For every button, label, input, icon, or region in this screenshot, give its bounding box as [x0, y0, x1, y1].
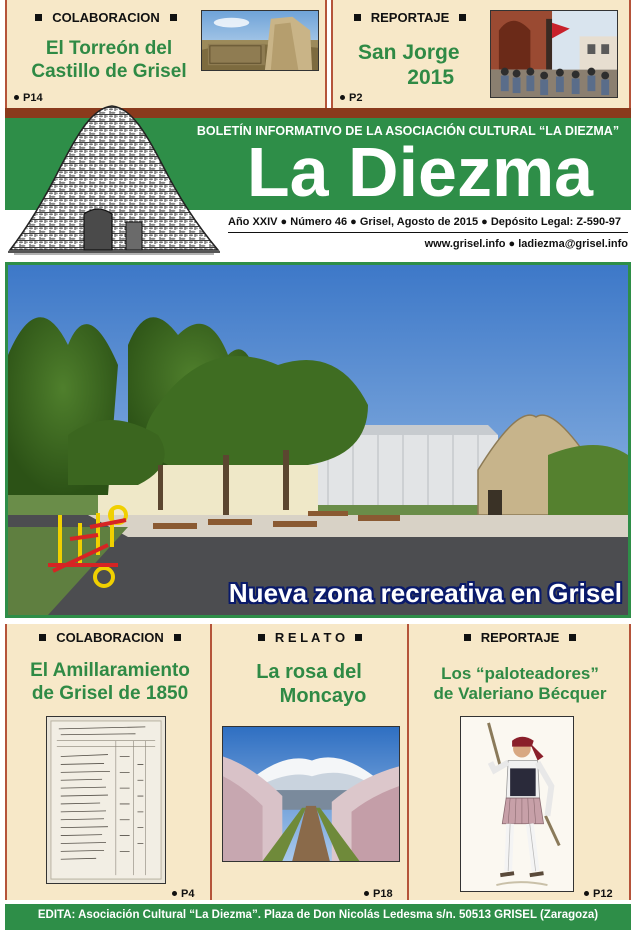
square-bullet-icon [464, 634, 471, 641]
square-bullet-icon [35, 14, 42, 21]
bullet-icon [172, 891, 177, 896]
bullet-icon [340, 95, 345, 100]
top-left-title[interactable]: El Torreón del Castillo de Grisel [31, 38, 187, 82]
bottom-left-page-ref[interactable]: P4 [172, 888, 194, 900]
square-bullet-icon [39, 634, 46, 641]
bottom-center-title[interactable]: La rosa del Moncayo [256, 661, 367, 707]
square-bullet-icon [170, 14, 177, 21]
footer-text: EDITA: Asociación Cultural “La Diezma”. Plaza de Don Nicolás Ledesma s/n. 50513 GRISEL (Zaragoza) [37, 909, 599, 921]
top-right-title[interactable]: San Jorge 2015 [358, 41, 460, 90]
bottom-right-section-label: REPORTAJE [414, 630, 626, 645]
bottom-left-title[interactable]: El Amillaramiento de Grisel de 1850 [30, 660, 190, 704]
bottom-center-page-ref[interactable]: P18 [364, 888, 393, 900]
top-right-section-label: REPORTAJE [340, 10, 480, 25]
web-contact-line[interactable]: www.grisel.info ● ladiezma@grisel.info [424, 238, 628, 250]
square-bullet-icon [354, 14, 361, 21]
masthead-subtitle: BOLETÍN INFORMATIVO DE LA ASOCIACIÓN CULTURAL “LA DIEZMA” [196, 124, 620, 138]
dancer-painting [460, 716, 574, 892]
mountain-photo [222, 726, 400, 862]
church-photo [490, 10, 618, 98]
bottom-left-section-label: COLABORACION [14, 630, 206, 645]
square-bullet-icon [258, 634, 265, 641]
square-bullet-icon [174, 634, 181, 641]
square-bullet-icon [355, 634, 362, 641]
top-left-section-label: COLABORACION [18, 10, 194, 25]
square-bullet-icon [459, 14, 466, 21]
bullet-icon [584, 891, 589, 896]
issue-line: Año XXIV ● Número 46 ● Grisel, Agosto de 2015 ● Depósito Legal: Z-590-97 [228, 216, 622, 228]
square-bullet-icon [569, 634, 576, 641]
masthead-title: La Diezma [246, 133, 594, 211]
bullet-icon [14, 95, 19, 100]
issue-rule [228, 232, 628, 233]
stone-hut-illustration [8, 104, 220, 256]
bottom-center-section-label: R E L A T O [216, 630, 404, 645]
castle-photo [201, 10, 319, 71]
hero-caption[interactable]: Nueva zona recreativa en Grisel [228, 578, 622, 608]
bottom-right-page-ref[interactable]: P12 [584, 888, 613, 900]
bullet-icon [364, 891, 369, 896]
bottom-right-title[interactable]: Los “paloteadores” de Valeriano Bécquer [433, 664, 607, 704]
top-right-page-ref[interactable]: P2 [340, 92, 362, 104]
document-photo [46, 716, 166, 884]
top-left-page-ref[interactable]: P14 [14, 92, 43, 104]
park-photo [5, 262, 631, 618]
